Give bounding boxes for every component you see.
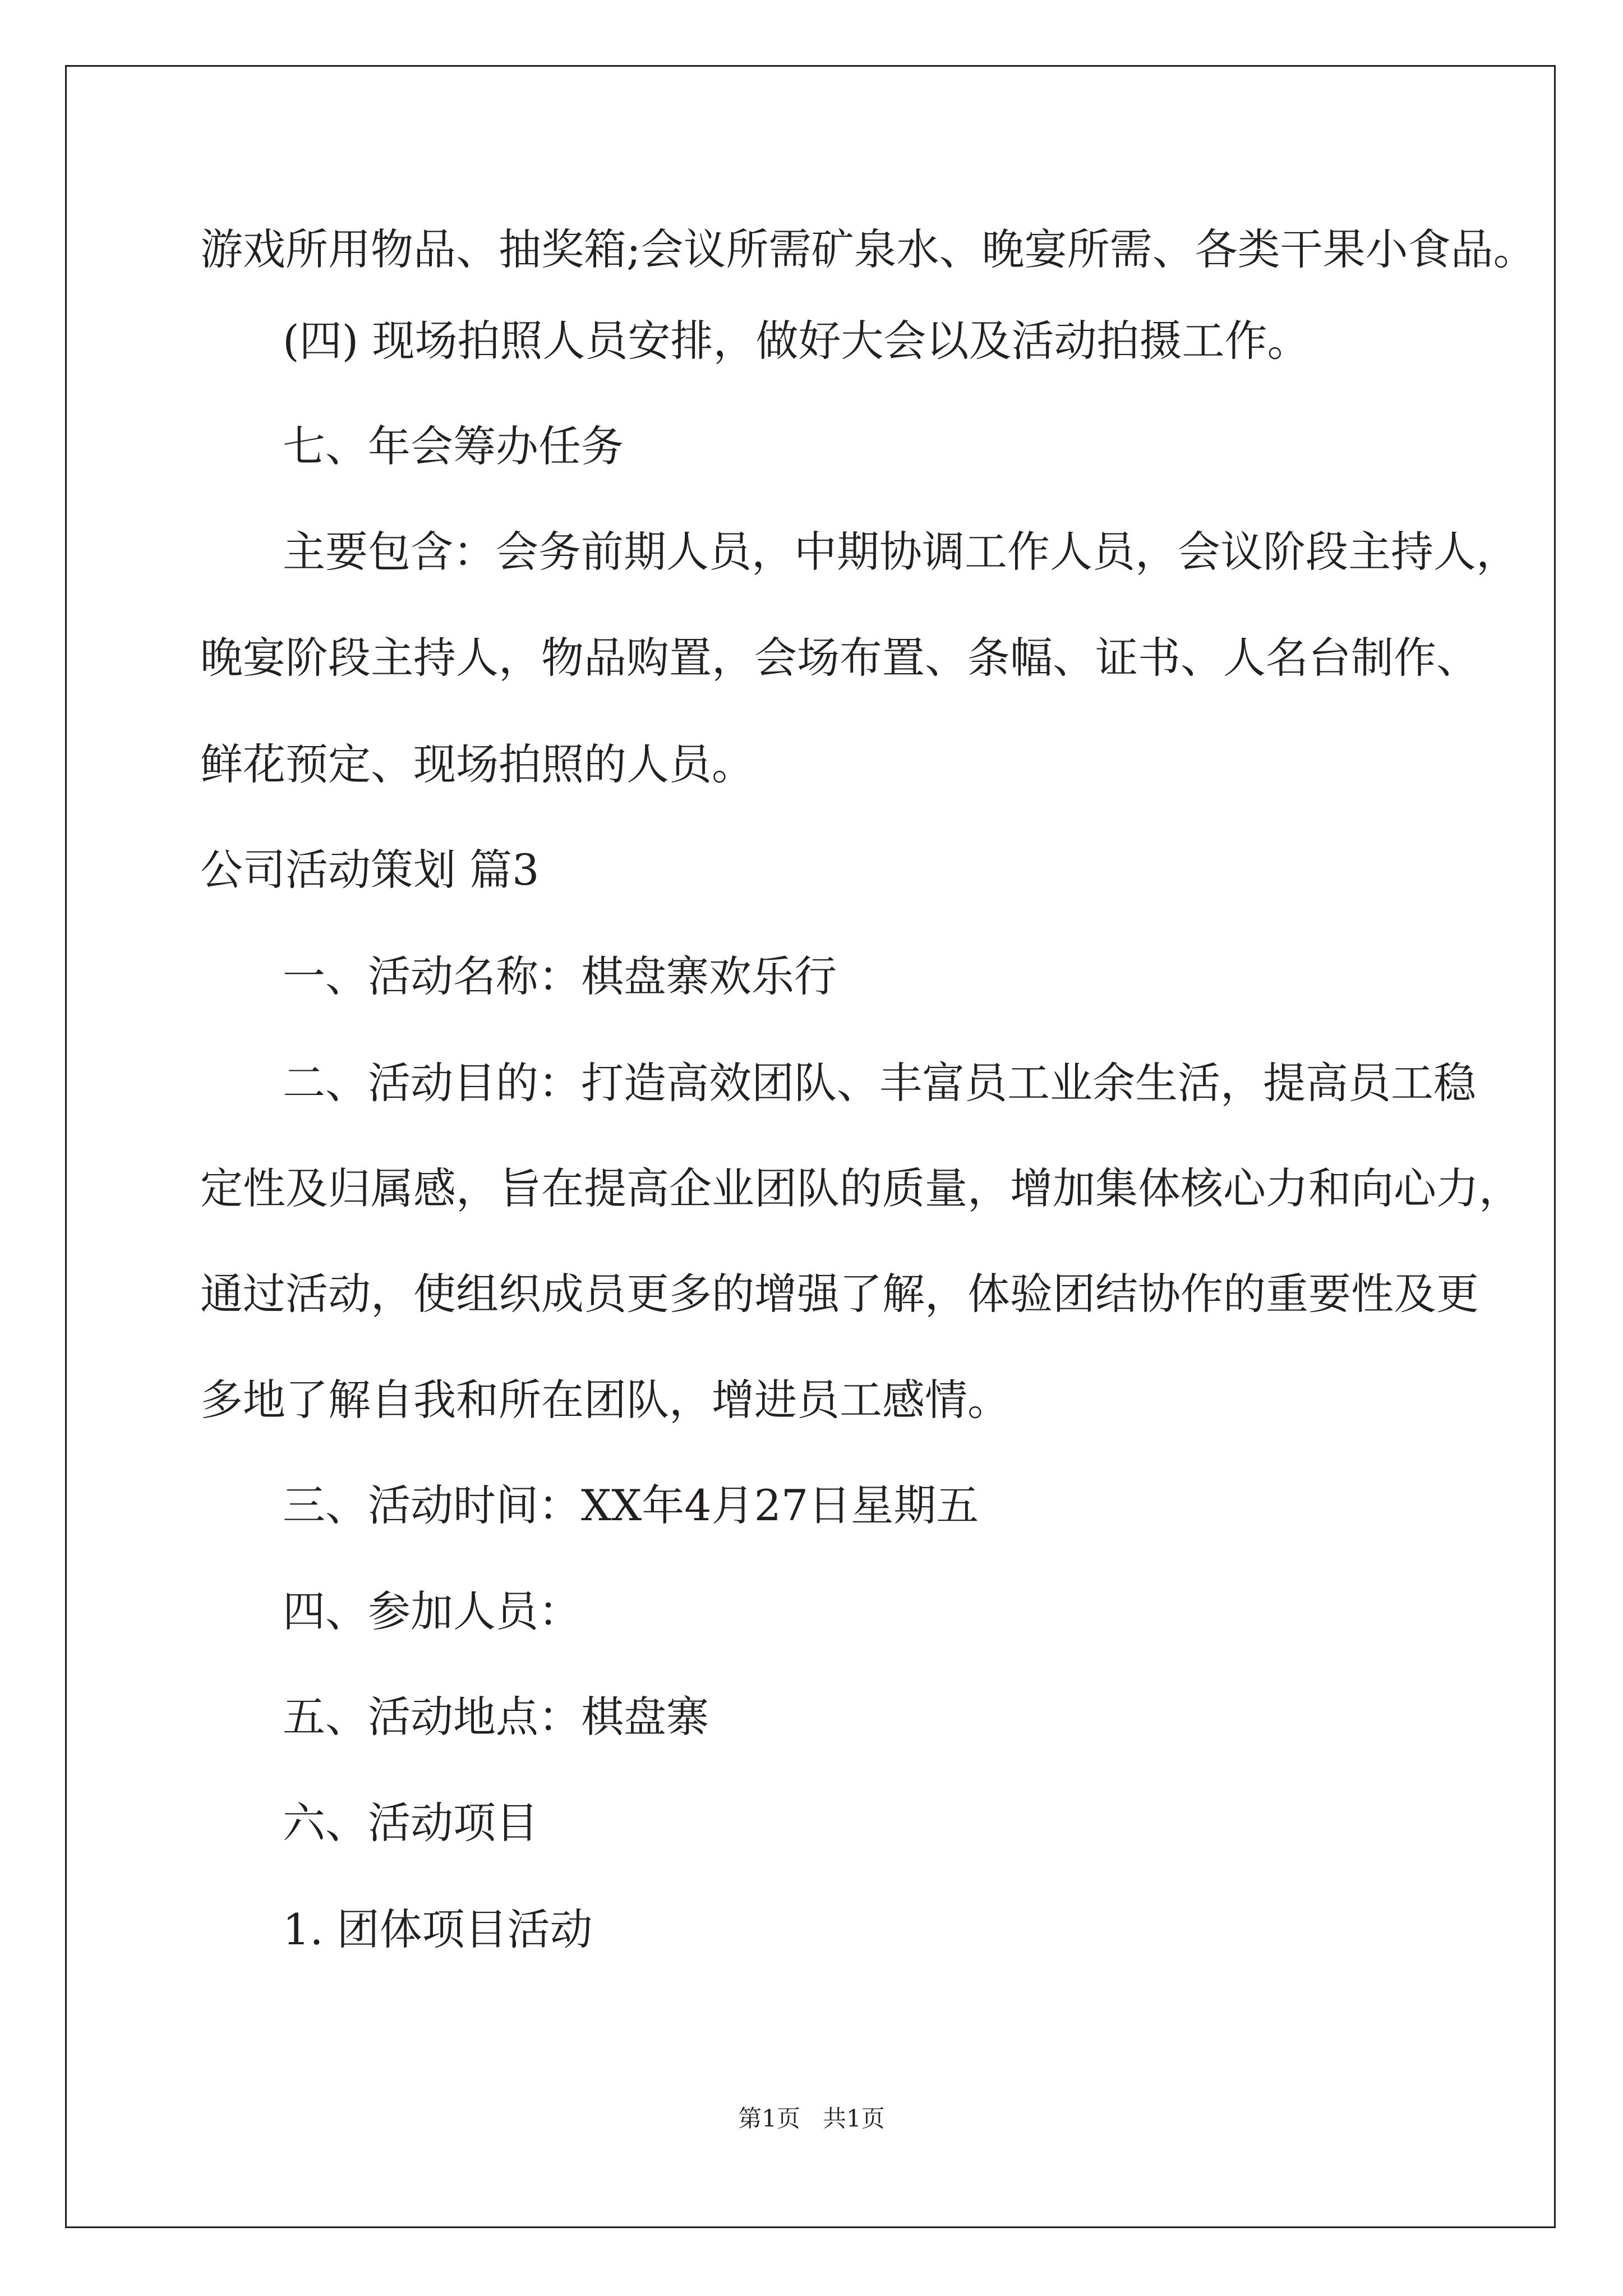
body-line: 二、活动目的：打造高效团队、丰富员工业余生活，提高员工稳 <box>283 1058 1476 1108</box>
body-line: 通过活动，使组织成员更多的增强了解，体验团结协作的重要性及更 <box>200 1269 1479 1319</box>
section-heading: 三、活动时间：XX年4月27日星期五 <box>283 1480 979 1531</box>
body-line: 多地了解自我和所在团队，增进员工感情。 <box>200 1375 1010 1425</box>
section-heading: 七、年会筹办任务 <box>283 421 624 472</box>
page-border <box>65 65 1556 2228</box>
body-line: 晚宴阶段主持人，物品购置，会场布置、条幅、证书、人名台制作、 <box>200 633 1479 683</box>
body-line: 鲜花预定、现场拍照的人员。 <box>200 739 754 790</box>
section-heading: 六、活动项目 <box>283 1798 538 1848</box>
body-line: 定性及归属感，旨在提高企业团队的质量，增加集体核心力和向心力， <box>200 1163 1521 1214</box>
body-line: 主要包含：会务前期人员，中期协调工作人员，会议阶段主持人， <box>283 527 1519 577</box>
body-line: (四) 现场拍照人员安排，做好大会以及活动拍摄工作。 <box>283 316 1310 366</box>
section-heading: 一、活动名称：棋盘寨欢乐行 <box>283 951 837 1002</box>
body-line: 游戏所用物品、抽奖箱;会议所需矿泉水、晚宴所需、各类干果小食品。 <box>200 224 1536 275</box>
list-item: 1. 团体项目活动 <box>283 1904 593 1955</box>
section-heading: 四、参加人员： <box>283 1586 581 1637</box>
article-title: 公司活动策划 篇3 <box>200 845 540 895</box>
section-heading: 五、活动地点：棋盘寨 <box>283 1692 709 1742</box>
page-footer: 第1页 共1页 <box>738 2105 885 2133</box>
